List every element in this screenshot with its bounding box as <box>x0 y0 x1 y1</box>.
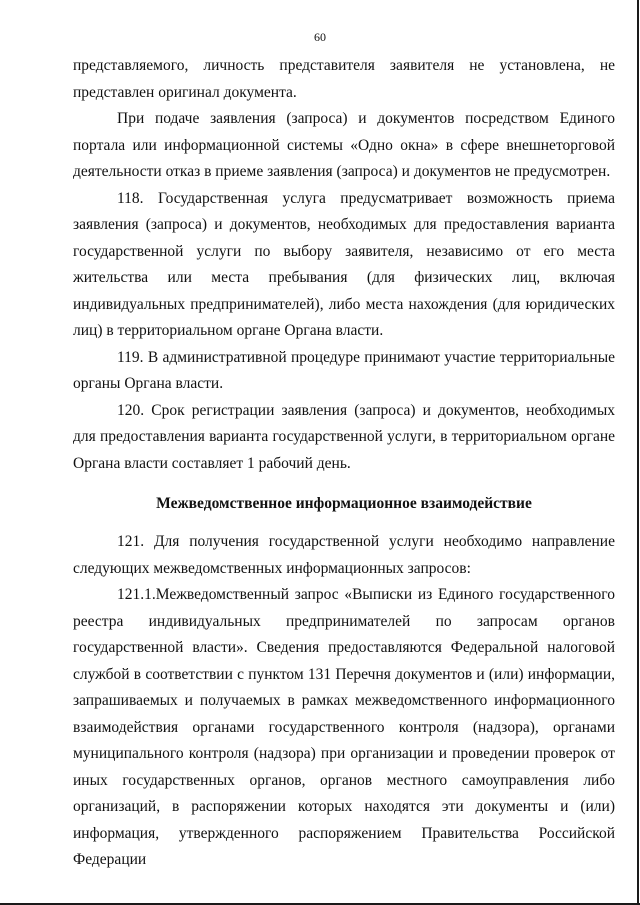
section-heading: Межведомственное информационное взаимодействие <box>156 495 532 512</box>
page-number: 60 <box>314 30 326 44</box>
paragraph-121-1: 121.1.Межведомственный запрос «Выписки из Единого государственного реестра индивидуальных предпринимателей по запросам органов государственной власти». Сведения предоставляются Федеральной налоговой службой в соответствии с пунктом 131 Перечня документов и (или) информации, запрашиваемых и получаемых в рамках межведомственного информационного взаимодействия органами государственного контроля (надзора), органами муниципального контроля (надзора) при организации и проведении проверок от иных государственных органов, органов местного самоуправления либо организаций, в распоряжении которых находятся эти документы и (или) информация, утвержденного распоряжением Правительства Российской Федерации <box>73 586 615 868</box>
paragraph-portal-submission: При подаче заявления (запроса) и документов посредством Единого портала или информационной системы «Одно окна» в сфере внешнеторговой деятельности отказ в приеме заявления (запроса) и документов не предусмотрен. <box>73 110 615 180</box>
paragraph-118: 118. Государственная услуга предусматривает возможность приема заявления (запроса) и документов, необходимых для предоставления варианта государственной услуги по выбору заявителя, независимо от его места жительства или места пребывания (для физических лиц, включая индивидуальных предпринимателей), либо места нахождения (для юридических лиц) в территориальном органе Органа власти. <box>73 189 615 339</box>
scan-edge-right <box>637 0 639 905</box>
paragraph-119: 119. В административной процедуре принимают участие территориальные органы Органа власти. <box>73 348 615 392</box>
paragraph-120: 120. Срок регистрации заявления (запроса) и документов, необходимых для предоставления варианта государственной услуги, в территориальном органе Органа власти составляет 1 рабочий день. <box>73 401 615 472</box>
paragraph-continuation: представляемого, личность представителя заявителя не установлена, не представлен оригинал документа. <box>73 57 615 101</box>
document-body <box>73 53 615 874</box>
paragraph-121: 121. Для получения государственной услуги необходимо направление следующих межведомственных информационных запросов: <box>73 533 615 577</box>
